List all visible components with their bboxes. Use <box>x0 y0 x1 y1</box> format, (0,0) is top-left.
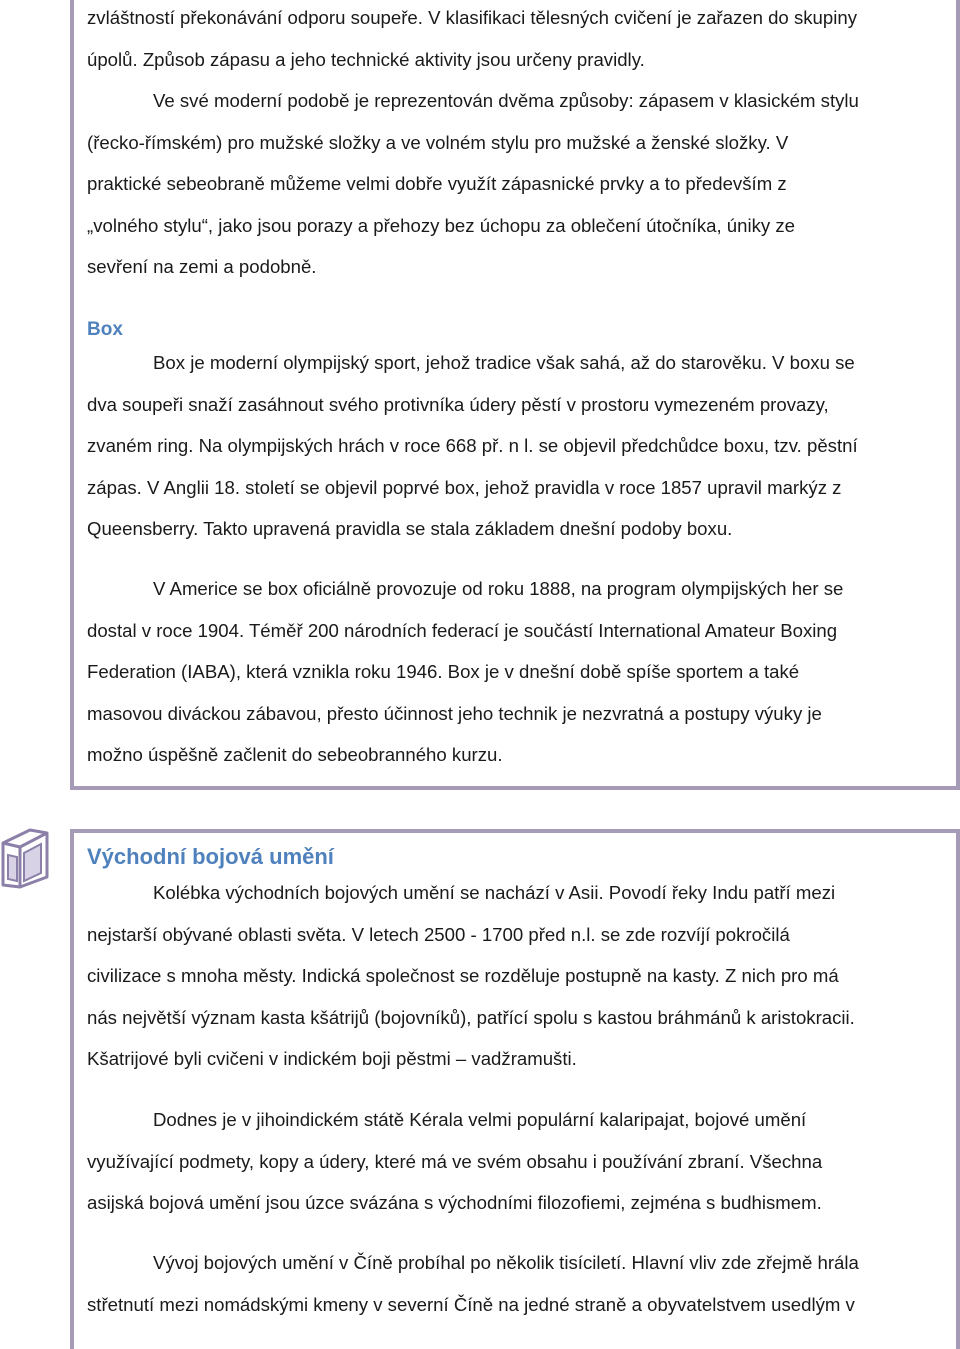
text-line <box>87 80 955 122</box>
text-line: (řecko-římském) pro mužské složky a ve volném stylu pro mužské a ženské složky. V <box>87 131 789 153</box>
text-line <box>87 1099 955 1141</box>
text-line: zvaném ring. Na olympijských hrách v roce 668 př. n l. se objevil předchůdce boxu, tzv. pěstní <box>87 435 858 456</box>
text-line: Queensberry. Takto upravená pravidla se stala základem dnešní podoby boxu. <box>87 518 733 539</box>
text-line: možno úspěšně začlenit do sebeobranného kurzu. <box>87 744 503 765</box>
text-line: úpolů. Způsob zápasu a jeho technické aktivity jsou určeny pravidly. <box>87 48 645 70</box>
east-paragraph-2 <box>87 1099 955 1224</box>
text-line <box>87 872 955 914</box>
text-line: Federation (IABA), která vznikla roku 1946. Box je v dnešní době spíše sportem a také <box>87 661 800 682</box>
text-line-content: Vývoj bojových umění v Číně probíhal po několik tisíciletí. Hlavní vliv zde zřejmě hrála <box>153 1252 859 1273</box>
text-line <box>87 568 955 610</box>
text-line: sevření na zemi a podobně. <box>87 256 317 277</box>
text-line-content: Ve své moderní podobě je reprezentován dvěma způsoby: zápasem v klasickém stylu <box>153 90 859 111</box>
text-line: asijská bojová umění jsou úzce svázána s východními filozofiemi, zejména s budhismem. <box>87 1192 822 1213</box>
text-line: nás největší význam kasta kšátrijů (bojovníků), patřící spolu s kastou bráhmánů k aristokracii. <box>87 1006 855 1028</box>
text-line: Kšatrijové byli cvičeni v indickém boji pěstmi – vadžramušti. <box>87 1048 577 1069</box>
box-paragraph-2 <box>87 568 955 776</box>
text-line: praktické sebeobraně můžeme velmi dobře využít zápasnické prvky a to především z <box>87 173 787 194</box>
text-line-content: Kolébka východních bojových umění se nachází v Asii. Povodí řeky Indu patří mezi <box>153 882 836 903</box>
text-line: zvláštností překonávání odporu soupeře. V klasifikaci tělesných cvičení je zařazen do skupiny <box>87 7 857 28</box>
wrestling-paragraph <box>87 80 955 288</box>
text-line: dostal v roce 1904. Téměř 200 národních federací je součástí International Amateur Boxing <box>87 619 838 641</box>
text-line: střetnutí mezi nomádskými kmeny v severní Číně na jedné straně a obyvatelstvem usedlým v <box>87 1293 855 1315</box>
intro-paragraph <box>87 0 955 80</box>
text-line-content: Dodnes je v jihoindickém státě Kérala velmi populární kalaripajat, bojové umění <box>153 1109 807 1130</box>
text-line-content: V Americe se box oficiálně provozuje od roku 1888, na program olympijských her se <box>153 578 844 599</box>
text-line <box>87 342 955 384</box>
text-line: využívající podmety, kopy a údery, které má ve svém obsahu i používání zbraní. Všechna <box>87 1150 823 1172</box>
east-paragraph-3 <box>87 1242 955 1325</box>
text-line: nejstarší obývané oblasti světa. V letech 2500 - 1700 před n.l. se zde rozvíjí pokročilá <box>87 923 790 945</box>
text-line: civilizace s mnoha městy. Indická společnost se rozděluje postupně na kasty. Z nich pro má <box>87 965 839 986</box>
text-line: zápas. V Anglii 18. století se objevil poprvé box, jehož pravidla v roce 1857 upravil markýz z <box>87 476 842 498</box>
text-line <box>87 1242 955 1284</box>
text-line: dva soupeři snaží zasáhnout svého protivníka údery pěstí v prostoru vymezeném provazy, <box>87 393 829 415</box>
text-line: „volného stylu“, jako jsou porazy a přehozy bez úchopu za oblečení útočníka, úniky ze <box>87 214 796 236</box>
text-line-content: Box je moderní olympijský sport, jehož tradice však sahá, až do starověku. V boxu se <box>153 352 855 373</box>
book-icon <box>0 827 50 889</box>
section-heading-box: Box <box>87 319 123 340</box>
text-line: masovou diváckou zábavou, přesto účinnost jeho technik je nezvratná a postupy výuky je <box>87 702 822 724</box>
east-paragraph-1 <box>87 872 955 1080</box>
section-heading-east: Východní bojová umění <box>87 844 334 869</box>
box-paragraph-1 <box>87 342 955 550</box>
